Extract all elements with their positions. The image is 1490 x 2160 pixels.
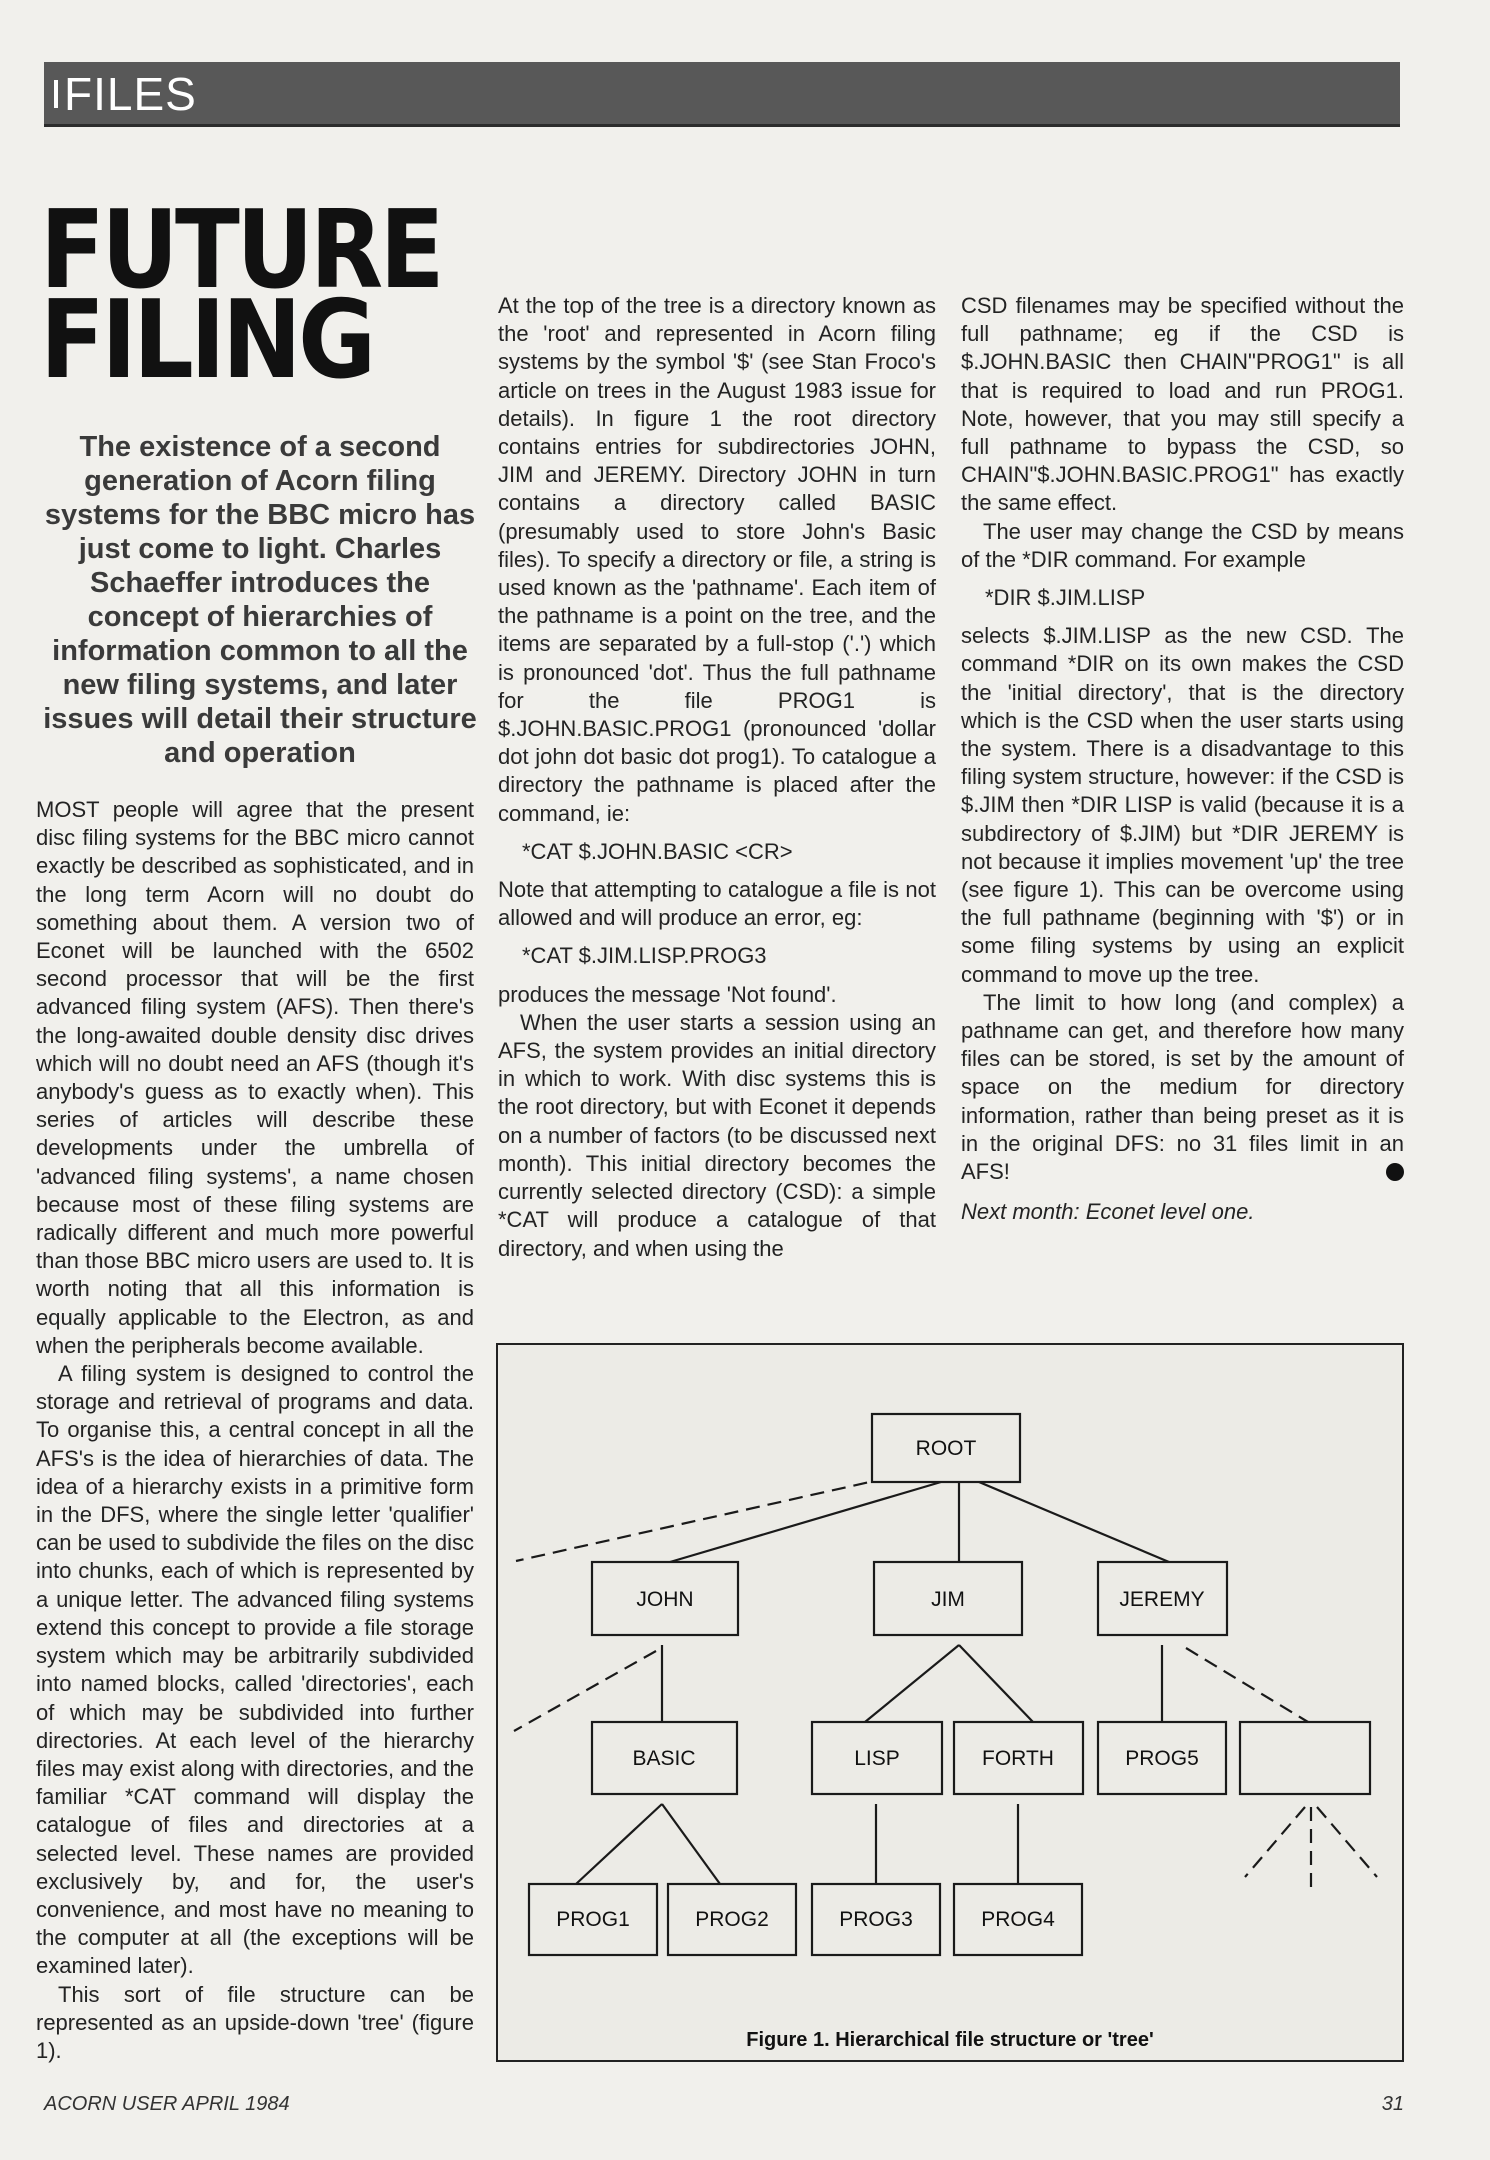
edge-jim-lisp	[865, 1645, 959, 1722]
paragraph-text: The limit to how long (and complex) a pathname can get, and therefore how many files can be stored, is set by the amount of space on the medium for directory information, rather than being preset as it is in the original DFS: no 31 files limit in an AFS!	[961, 989, 1404, 1185]
section-header-bar	[44, 62, 1400, 127]
node-label-prog3: PROG3	[839, 1908, 913, 1931]
next-month-note: Next month: Econet level one.	[961, 1199, 1255, 1225]
node-label-lisp: LISP	[854, 1747, 900, 1770]
edge-root-jeremy	[979, 1482, 1169, 1562]
paragraph: This sort of file structure can be represented as an upside-down 'tree' (figure 1).	[36, 1981, 474, 2063]
section-marker	[54, 80, 58, 108]
paragraph: At the top of the tree is a directory known as the 'root' and represented in Acorn filing systems by the symbol '$' (see Stan Froco's article on trees in the August 1983 issue for details). In figure 1 the root directory contains entries for subdirectories JOHN, JIM and JEREMY. Directory JOHN in turn contains a directory called BASIC (presumably used to store John's Basic files). To specify a directory or file, a string is used known as the 'pathname'. Each item of the pathname is a point on the tree, and the items are separated by a full-stop ('.') which is pronounced 'dot'. Thus the full pathname for the file PROG1 is $.JOHN.BASIC.PROG1 (pronounced 'dollar dot john dot basic dot prog1). To catalogue a directory the pathname is placed after the command, ie:	[498, 293, 936, 826]
figure-1-tree-diagram	[496, 1343, 1404, 2062]
dashed-edge-root-sibling	[516, 1473, 910, 1561]
node-label-jeremy: JEREMY	[1119, 1588, 1205, 1611]
edge-jim-forth	[959, 1645, 1033, 1722]
dashed-edge-john-sibling	[514, 1651, 656, 1731]
node-label-prog2: PROG2	[695, 1908, 769, 1931]
paragraph: When the user starts a session using an AFS, the system provides an initial directory in which to work. With disc systems this is the root directory, but with Econet it depends on a number of factors (to be discussed next month). This initial directory becomes the currently selected directory (CSD): a simple *CAT will produce a catalogue of that directory, and when using the	[498, 1009, 936, 1261]
edge-basic-prog1	[576, 1804, 662, 1884]
tree-diagram	[498, 1345, 1402, 2060]
node-label-basic: BASIC	[632, 1747, 696, 1770]
article-standfirst: The existence of a second generation of Acorn filing systems for the BBC micro has just come to light. Charles Schaeffer introduces the concept of hierarchies of information common to all the new filing systems, and later issues will detail their structure and operation	[43, 431, 477, 769]
node-label-prog5: PROG5	[1125, 1747, 1199, 1770]
page-number: 31	[1381, 2093, 1404, 2115]
column-1	[36, 796, 474, 2065]
command-example: *DIR $.JIM.LISP	[985, 585, 1146, 611]
edge-root-john	[670, 1482, 941, 1562]
command-example: *CAT $.JOHN.BASIC <CR>	[522, 838, 793, 864]
paragraph: selects $.JIM.LISP as the new CSD. The command *DIR on its own makes the CSD the 'initial directory', that is the directory which is the CSD when the user starts using the system. There is a disadvantage to this filing system structure, however: if the CSD is $.JIM then *DIR LISP is valid (because it is a subdirectory of $.JIM) but *DIR JEREMY is not because it implies movement 'up' the tree (see figure 1). This can be overcome using the full pathname (beginning with '$') or in some filing systems by using an explicit command to move up the tree.	[961, 623, 1404, 987]
article-headline	[40, 188, 442, 403]
node-label-prog4: PROG4	[981, 1908, 1055, 1931]
section-label: FILES	[64, 68, 197, 120]
paragraph: The user may change the CSD by means of the *DIR command. For example	[961, 518, 1404, 572]
headline-line-1: FUTURE	[40, 188, 442, 313]
dashed-edge-jeremy-empty	[1186, 1648, 1308, 1722]
headline-line-2: FILING	[40, 278, 373, 403]
publication-footer: ACORN USER APRIL 1984	[44, 2093, 290, 2115]
paragraph: CSD filenames may be specified without the full pathname; eg if the CSD is $.JOHN.BASIC then CHAIN"PROG1" is all that is required to load and run PROG1. Note, however, that you may still specify a full pathname to bypass the CSD, so CHAIN"$.JOHN.BASIC.PROG1" has exactly the same effect.	[961, 293, 1404, 516]
column-3	[961, 292, 1404, 1227]
node-label-john: JOHN	[636, 1588, 694, 1611]
dashed-edge-empty-right	[1317, 1807, 1377, 1877]
edge-basic-prog2	[662, 1804, 720, 1884]
node-label-prog1: PROG1	[556, 1908, 630, 1931]
node-label-root: ROOT	[915, 1437, 977, 1460]
paragraph: A filing system is designed to control the storage and retrieval of programs and data. To organise this, a central concept in all the AFS's is the idea of hierarchies of data. The idea of a hierarchy exists in a primitive form in the DFS, where the single letter 'qualifier' can be used to subdivide the files on the disc into chunks, each of which is represented by a unique letter. The advanced filing systems extend this concept to provide a file storage system which may be arbitrarily subdivided into named blocks, called 'directories', each of which may be subdivided into further directories. At each level of the hierarchy files may exist along with directories, and the familiar *CAT command will display the catalogue of files and directories at a selected level. These names are provided exclusively by, and for, the user's convenience, and most have no meaning to the computer at all (the exceptions will be examined later).	[36, 1361, 474, 1979]
node-empty-directory	[1240, 1722, 1370, 1794]
column-2	[498, 292, 936, 1263]
command-example: *CAT $.JIM.LISP.PROG3	[522, 943, 767, 969]
paragraph: produces the message 'Not found'.	[498, 981, 837, 1007]
paragraph	[961, 989, 1404, 1186]
paragraph: MOST people will agree that the present disc filing systems for the BBC micro cannot exactly be described as sophisticated, and in the long term Acorn will no doubt do something about them. A version two of Econet will be launched with the 6502 second processor that will be the first advanced filing system (AFS). Then there's the long-awaited double density disc drives which will no doubt need an AFS (though it's anybody's guess as to exactly when). This series of articles will describe these developments under the umbrella of 'advanced filing systems', a name chosen because most of these filing systems are radically different and much more powerful than those BBC micro users are used to. It is worth noting that all this information is equally applicable to the Electron, as and when the peripherals become available.	[36, 797, 474, 1358]
paragraph: Note that attempting to catalogue a file is not allowed and will produce an error, eg:	[498, 877, 936, 931]
figure-caption: Figure 1. Hierarchical file structure or 'tree'	[746, 2029, 1154, 2051]
end-of-article-bullet	[1386, 1163, 1404, 1181]
dashed-edge-empty-left	[1245, 1807, 1305, 1877]
node-label-forth: FORTH	[982, 1747, 1054, 1770]
node-label-jim: JIM	[931, 1588, 965, 1611]
